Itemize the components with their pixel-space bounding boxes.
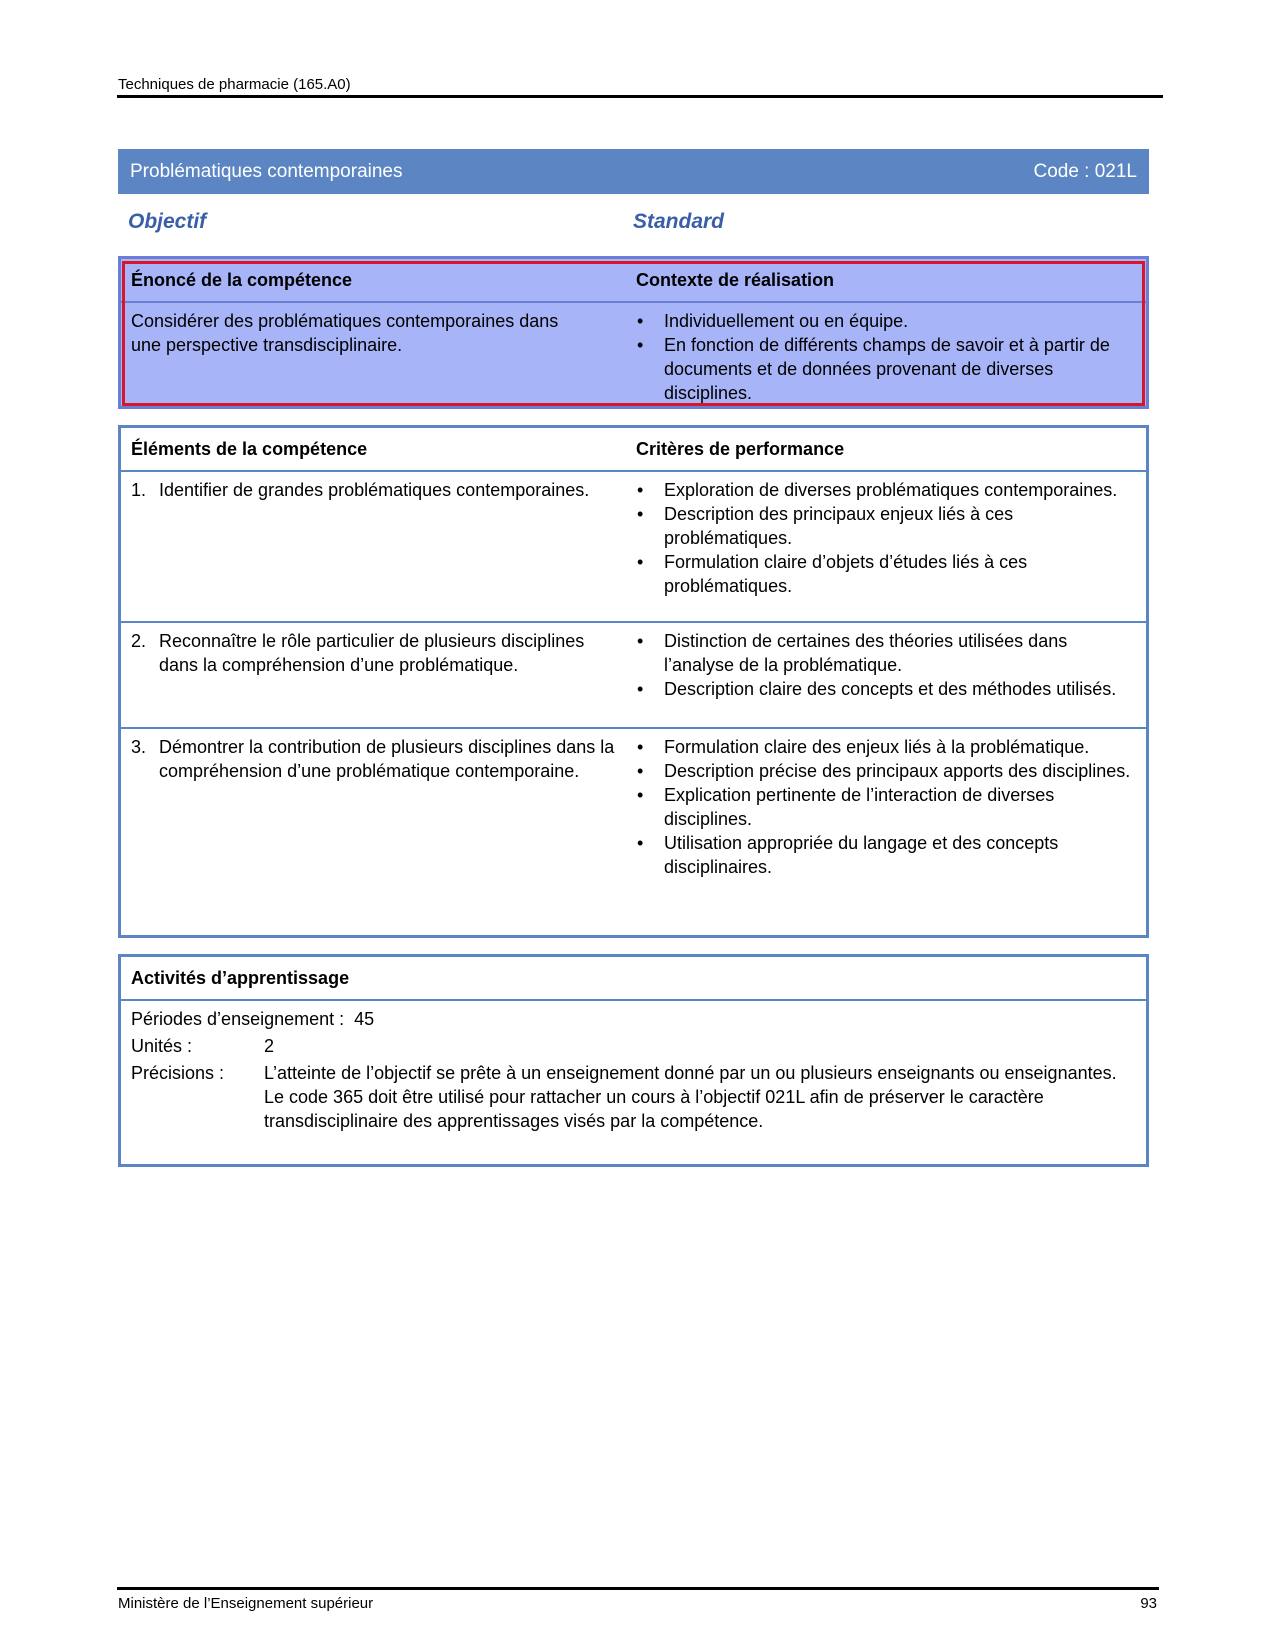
element-text: 3. Démontrer la contribution de plusieurs disciplines dans la compréhension d’une problématique contemporaine. bbox=[131, 737, 615, 781]
elements-heading: Éléments de la compétence bbox=[131, 438, 368, 459]
criteria-list bbox=[636, 629, 1146, 701]
header-rule bbox=[117, 95, 1163, 98]
precisions-row bbox=[131, 1061, 1136, 1133]
elements-header bbox=[121, 428, 1146, 472]
element-row bbox=[121, 621, 1146, 727]
section-objectif: Objectif bbox=[128, 210, 207, 233]
element-row bbox=[121, 727, 1146, 887]
context-list bbox=[636, 309, 1146, 405]
criteria-item: • Exploration de diverses problématiques contemporaines. bbox=[636, 478, 1146, 502]
activities-header bbox=[121, 957, 1146, 1001]
title-bar bbox=[118, 149, 1149, 194]
competence-heading: Énoncé de la compétence bbox=[131, 269, 353, 290]
context-heading: Contexte de réalisation bbox=[636, 269, 835, 290]
competence-statement: Considérer des problématiques contemporaines dans une perspective transdisciplinaire. bbox=[131, 311, 559, 355]
periods-value: 45 bbox=[354, 1009, 375, 1029]
precisions-text: Le code 365 doit être utilisé pour rattacher un cours à l’objectif 021L afin de préserver le caractère transdisciplinaire des apprentissages visés par la compétence. bbox=[264, 1087, 1044, 1131]
periods-row bbox=[131, 1007, 1136, 1031]
criteria-item: • Utilisation appropriée du langage et des concepts disciplinaires. bbox=[636, 831, 1146, 879]
footer-ministry: Ministère de l’Enseignement supérieur bbox=[118, 1595, 374, 1612]
footer-page-number: 93 bbox=[1140, 1595, 1157, 1612]
criteria-item: • Description précise des principaux apports des disciplines. bbox=[636, 759, 1146, 783]
context-item: • Individuellement ou en équipe. bbox=[636, 309, 1146, 333]
competence-row bbox=[121, 303, 1146, 405]
criteria-heading: Critères de performance bbox=[636, 438, 845, 459]
title-bar-title: Problématiques contemporaines bbox=[130, 160, 403, 182]
criteria-item: • Explication pertinente de l’interaction de diverses disciplines. bbox=[636, 783, 1146, 831]
precisions-label: Précisions : bbox=[131, 1063, 225, 1083]
criteria-list bbox=[636, 478, 1146, 598]
elements-panel bbox=[118, 425, 1149, 938]
periods-label: Périodes d’enseignement : bbox=[131, 1009, 345, 1029]
context-item: • En fonction de différents champs de savoir et à partir de documents et de données provenant de diverses disciplines. bbox=[636, 333, 1146, 405]
header-program: Techniques de pharmacie (165.A0) bbox=[118, 76, 351, 93]
units-value: 2 bbox=[264, 1036, 275, 1056]
element-row bbox=[121, 472, 1146, 621]
activities-heading: Activités d’apprentissage bbox=[131, 967, 350, 988]
criteria-list bbox=[636, 735, 1146, 879]
competence-panel bbox=[118, 256, 1149, 409]
units-label: Unités : bbox=[131, 1036, 193, 1056]
precisions-text: L’atteinte de l’objectif se prête à un enseignement donné par un ou plusieurs enseignants ou enseignantes. bbox=[264, 1063, 1117, 1083]
activities-panel bbox=[118, 954, 1149, 1167]
criteria-item: • Formulation claire des enjeux liés à la problématique. bbox=[636, 735, 1146, 759]
section-standard: Standard bbox=[633, 210, 725, 233]
units-row bbox=[131, 1034, 1136, 1058]
element-text: 2. Reconnaître le rôle particulier de plusieurs disciplines dans la compréhension d’une problématique. bbox=[131, 631, 585, 675]
criteria-item: • Description des principaux enjeux liés à ces problématiques. bbox=[636, 502, 1146, 550]
footer-rule bbox=[117, 1587, 1159, 1590]
element-text: 1. Identifier de grandes problématiques contemporaines. bbox=[131, 480, 590, 500]
element-number: 3. bbox=[131, 737, 147, 757]
element-number: 2. bbox=[131, 631, 147, 651]
criteria-item: • Distinction de certaines des théories utilisées dans l’analyse de la problématique. bbox=[636, 629, 1146, 677]
competence-header bbox=[121, 259, 1146, 303]
criteria-item: • Description claire des concepts et des méthodes utilisés. bbox=[636, 677, 1146, 701]
criteria-item: • Formulation claire d’objets d’études liés à ces problématiques. bbox=[636, 550, 1146, 598]
title-bar-code: Code : 021L bbox=[1033, 160, 1137, 182]
element-number: 1. bbox=[131, 480, 147, 500]
